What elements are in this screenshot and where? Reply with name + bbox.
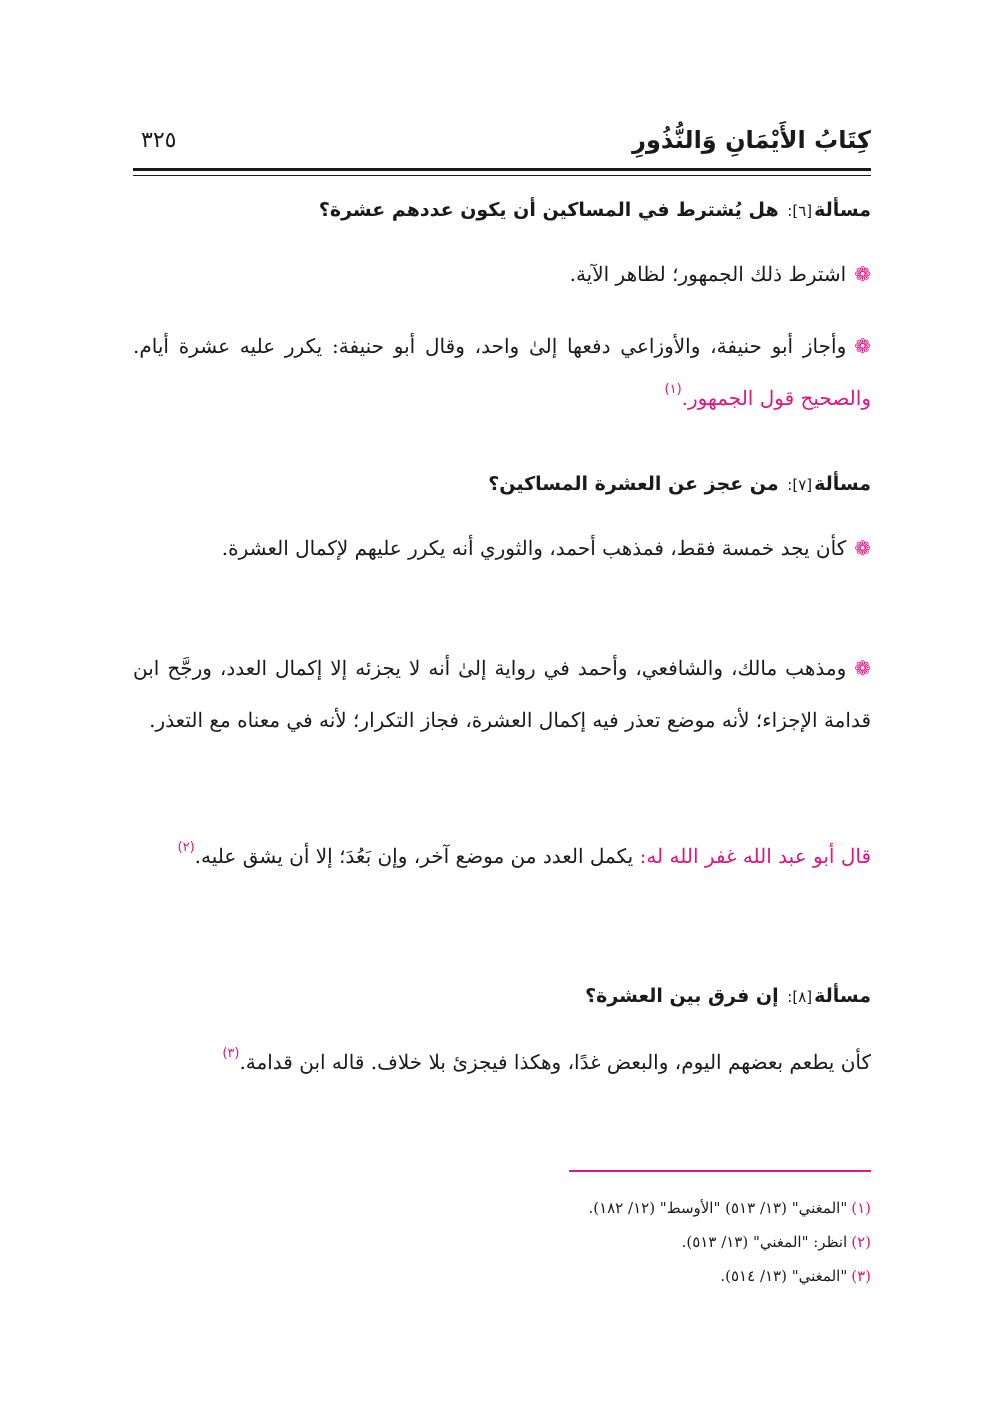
question-label: مسألة [814, 473, 871, 495]
question-number: [٦]: [787, 202, 813, 220]
header-rule-thick [133, 168, 871, 171]
paragraph-text: كأن يجد خمسة فقط، فمذهب أحمد، والثوري أنه يكرر عليهم لإكمال العشرة. [221, 536, 847, 560]
footnote-1 [588, 1196, 871, 1220]
question-6 [133, 196, 871, 225]
question-7 [133, 470, 871, 499]
footnote-3 [720, 1264, 871, 1288]
book-title: كِتَابُ الأَيْمَانِ وَالنُّذُورِ [632, 126, 871, 154]
page-header [133, 124, 871, 164]
author-statement: قال أبو عبد الله غفر الله له: [639, 844, 871, 868]
question-number: [٧]: [787, 476, 813, 494]
paragraph-2 [133, 320, 871, 428]
footnote-text: "المغني" (١٣/ ٥١٤). [720, 1267, 848, 1285]
paragraph-1 [133, 248, 871, 300]
paragraph-text: وأجاز أبو حنيفة، والأوزاعي دفعها إلىٰ واحد، وقال أبو حنيفة: يكرر عليه عشرة أيام. [133, 334, 847, 358]
footnote-number: (٢) [851, 1233, 871, 1251]
question-text: هل يُشترط في المساكين أن يكون عددهم عشرة؟ [318, 199, 779, 221]
footnote-ref-2[interactable]: (٢) [177, 840, 195, 855]
question-label: مسألة [814, 199, 871, 221]
footnote-ref-3[interactable]: (٣) [222, 1046, 240, 1061]
page [133, 0, 871, 1418]
question-text: إن فرق بين العشرة؟ [585, 985, 779, 1007]
flower-icon: ❁ [854, 334, 871, 358]
question-number: [٨]: [787, 988, 813, 1006]
footnote-number: (١) [851, 1199, 871, 1217]
flower-icon: ❁ [854, 656, 871, 680]
footnote-separator [569, 1170, 871, 1172]
preferred-opinion: والصحيح قول الجمهور. [681, 386, 871, 410]
question-label: مسألة [814, 985, 871, 1007]
question-8 [133, 982, 871, 1011]
footnote-2 [682, 1230, 871, 1254]
header-rule-thin [133, 175, 871, 176]
flower-icon: ❁ [854, 262, 871, 286]
flower-icon: ❁ [854, 536, 871, 560]
paragraph-6 [133, 1036, 871, 1092]
paragraph-text: كأن يطعم بعضهم اليوم، والبعض غدًا، وهكذا فيجزئ بلا خلاف. قاله ابن قدامة. [239, 1050, 871, 1074]
page-number: ٣٢٥ [141, 128, 177, 153]
footnote-text: "المغني" (١٣/ ٥١٣) "الأوسط" (١٢/ ١٨٢). [588, 1199, 848, 1217]
paragraph-4 [133, 642, 871, 746]
footnote-text: انظر: "المغني" (١٣/ ٥١٣). [681, 1233, 848, 1251]
paragraph-text: اشترط ذلك الجمهور؛ لظاهر الآية. [569, 262, 847, 286]
footnote-number: (٣) [851, 1267, 871, 1285]
paragraph-text: ومذهب مالك، والشافعي، وأحمد في رواية إلىٰ أنه لا يجزئه إلا إكمال العدد، ورجَّح ابن قدامة الإجزاء؛ لأنه موضع تعذر فيه إكمال العشرة، فجاز التكرار؛ لأنه في معناه مع التعذر. [133, 656, 871, 732]
footnote-ref-1[interactable]: (١) [664, 382, 682, 397]
paragraph-5 [133, 830, 871, 886]
paragraph-text: يكمل العدد من موضع آخر، وإن بَعُدَ؛ إلا أن يشق عليه. [194, 844, 634, 868]
question-text: من عجز عن العشرة المساكين؟ [488, 473, 779, 495]
paragraph-3 [133, 522, 871, 574]
